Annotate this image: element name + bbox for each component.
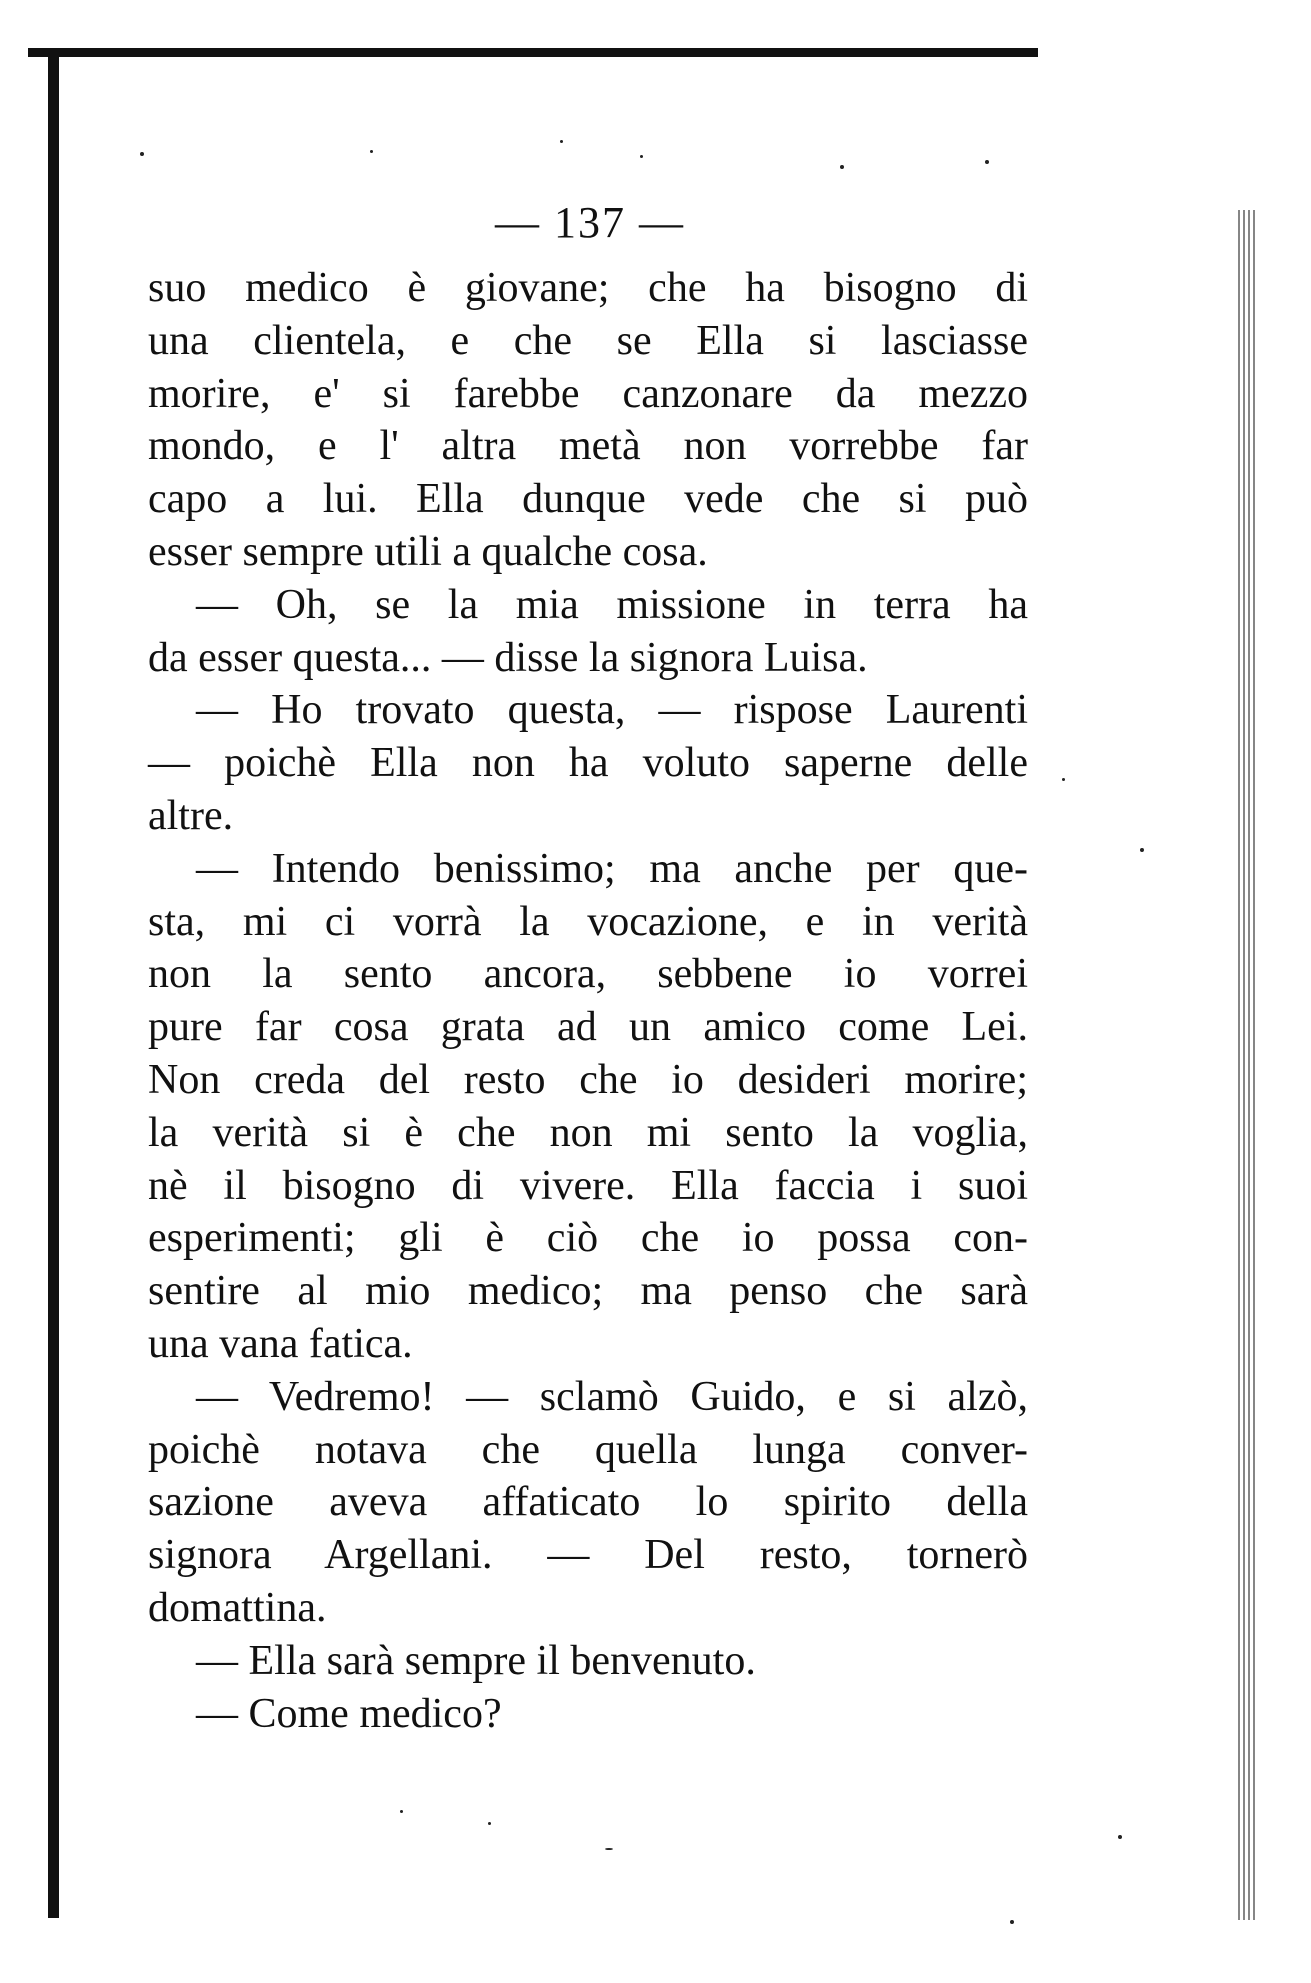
scan-speck — [140, 152, 144, 156]
scan-speck — [985, 160, 989, 164]
scan-speck — [488, 1822, 491, 1825]
text-line: sentire al mio medico; ma penso che sarà — [148, 1268, 1028, 1315]
text-line: una clientela, e che se Ella si lasciasse — [148, 317, 1028, 364]
text-line: Non creda del resto che io desideri morire; — [148, 1056, 1028, 1103]
scan-speck — [840, 165, 844, 169]
left-border-rule — [48, 48, 59, 1918]
scan-speck — [605, 1848, 613, 1850]
text-line: esperimenti; gli è ciò che io possa con- — [148, 1215, 1028, 1262]
scan-speck — [370, 150, 373, 153]
text-line: non la sento ancora, sebbene io vorrei — [148, 951, 1028, 998]
page-number: — 137 — — [495, 198, 685, 247]
text-line: la verità si è che non mi sento la voglia, — [148, 1109, 1028, 1156]
text-line: suo medico è giovane; che ha bisogno di — [148, 265, 1028, 311]
text-line: poichè notava che quella lunga conver- — [148, 1426, 1028, 1473]
text-line: — Intendo benissimo; ma anche per que- — [196, 845, 1028, 892]
text-line: — Ella sarà sempre il benvenuto. — [196, 1637, 756, 1684]
text-line: una vana fatica. — [148, 1320, 413, 1367]
text-line: mondo, e l' altra metà non vorrebbe far — [148, 423, 1028, 470]
scan-speck — [400, 1810, 403, 1813]
text-line: esser sempre utili a qualche cosa. — [148, 528, 708, 575]
page-edge-shadow — [1238, 210, 1258, 1920]
text-line: — poichè Ella non ha voluto saperne delle — [148, 740, 1028, 787]
text-line: sazione aveva affaticato lo spirito della — [148, 1479, 1028, 1526]
scan-speck — [640, 155, 643, 158]
top-border-rule — [28, 48, 1038, 57]
text-line: signora Argellani. — Del resto, tornerò — [148, 1532, 1028, 1579]
text-line: morire, e' si farebbe canzonare da mezzo — [148, 370, 1028, 417]
text-line: capo a lui. Ella dunque vede che si può — [148, 476, 1028, 523]
text-line: sta, mi ci vorrà la vocazione, e in verità — [148, 898, 1028, 945]
scan-speck — [1010, 1920, 1014, 1924]
text-line: — Oh, se la mia missione in terra ha — [196, 581, 1028, 628]
text-line: nè il bisogno di vivere. Ella faccia i suoi — [148, 1162, 1028, 1209]
text-line: — Vedremo! — sclamò Guido, e si alzò, — [196, 1373, 1028, 1420]
text-line: da esser questa... — disse la signora Luisa. — [148, 634, 868, 681]
scan-speck — [1118, 1835, 1122, 1839]
text-line: domattina. — [148, 1584, 327, 1631]
text-line: pure far cosa grata ad un amico come Lei. — [148, 1004, 1028, 1051]
text-line: — Ho trovato questa, — rispose Laurenti — [196, 687, 1028, 734]
body-text — [148, 262, 1028, 1740]
text-line: altre. — [148, 792, 234, 839]
scan-speck — [1062, 778, 1065, 781]
scan-speck — [560, 140, 563, 143]
text-line: — Come medico? — [196, 1690, 502, 1737]
scan-speck — [1140, 848, 1144, 852]
